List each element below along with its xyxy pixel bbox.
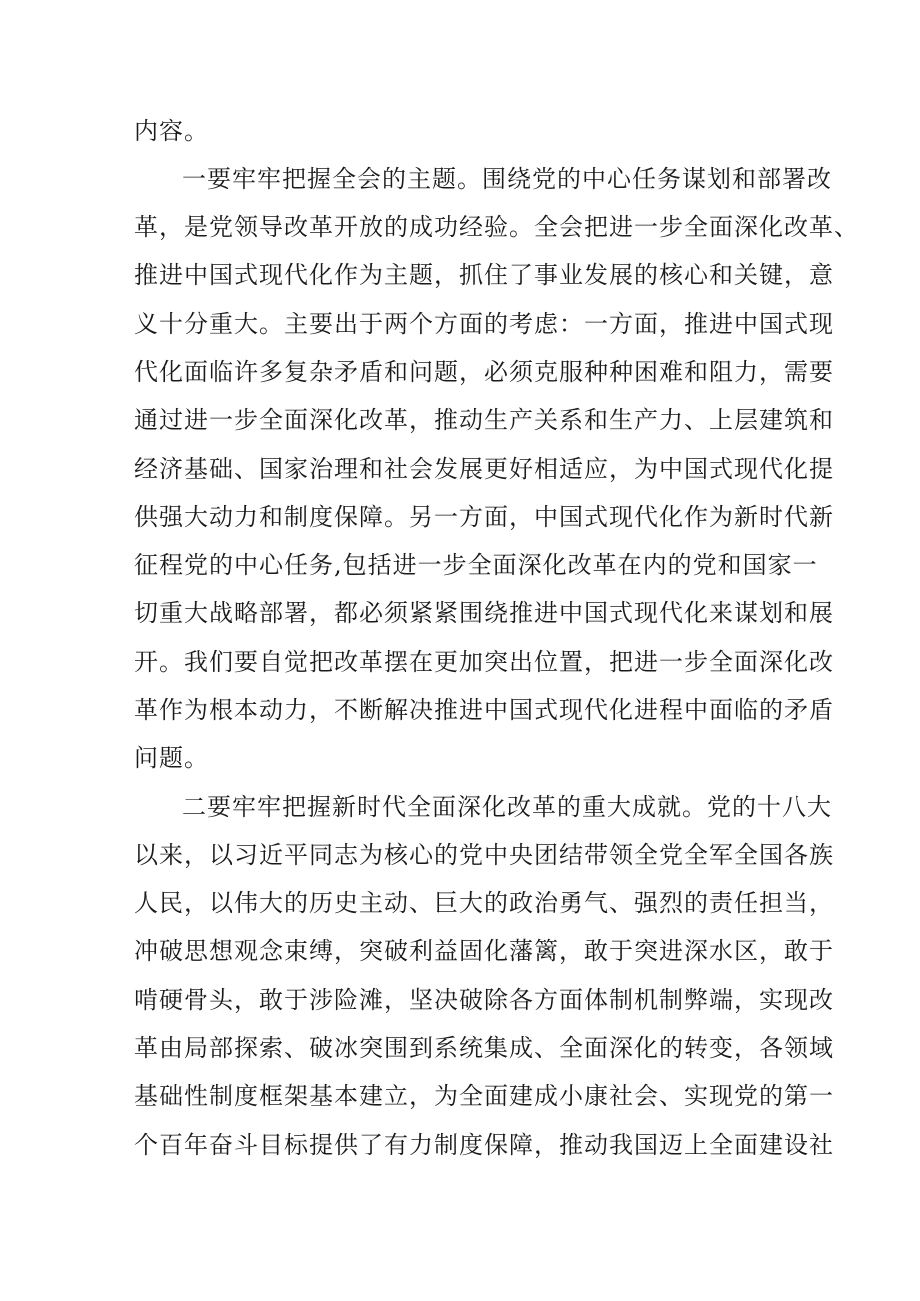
text-line: 以来，以习近平同志为核心的党中央团结带领全党全军全国各族 bbox=[134, 841, 834, 869]
text-line: 革作为根本动力，不断解决推进中国式现代化进程中面临的矛盾 bbox=[134, 696, 834, 724]
text-line: 啃硬骨头，敢于涉险滩，坚决破除各方面体制机制弊端，实现改 bbox=[134, 986, 834, 1014]
text-line: 经济基础、国家治理和社会发展更好相适应，为中国式现代化提 bbox=[134, 455, 834, 483]
text-line: 通过进一步全面深化改革，推动生产关系和生产力、上层建筑和 bbox=[134, 406, 834, 434]
paragraph-heading-line: 二要牢牢把握新时代全面深化改革的重大成就。党的十八大 bbox=[182, 793, 832, 821]
text-line: 革，是党领导改革开放的成功经验。全会把进一步全面深化改革、 bbox=[134, 213, 859, 241]
text-line: 人民，以伟大的历史主动、巨大的政治勇气、强烈的责任担当， bbox=[134, 889, 834, 917]
text-line: 冲破思想观念束缚，突破利益固化藩篱，敢于突进深水区，敢于 bbox=[134, 937, 834, 965]
text-line: 征程党的中心任务,包括进一步全面深化改革在内的党和国家一 bbox=[134, 551, 818, 579]
text-line: 个百年奋斗目标提供了有力制度保障，推动我国迈上全面建设社 bbox=[134, 1131, 834, 1159]
text-line: 供强大动力和制度保障。另一方面，中国式现代化作为新时代新 bbox=[134, 503, 834, 531]
text-line: 内容。 bbox=[134, 117, 209, 145]
text-line: 基础性制度框架基本建立，为全面建成小康社会、实现党的第一 bbox=[134, 1082, 834, 1110]
text-line: 义十分重大。主要出于两个方面的考虑：一方面，推进中国式现 bbox=[134, 310, 834, 338]
text-line: 革由局部探索、破冰突围到系统集成、全面深化的转变，各领域 bbox=[134, 1034, 834, 1062]
text-line: 开。我们要自觉把改革摆在更加突出位置，把进一步全面深化改 bbox=[134, 648, 834, 676]
text-line: 问题。 bbox=[134, 744, 209, 772]
text-line: 推进中国式现代化作为主题，抓住了事业发展的核心和关键，意 bbox=[134, 261, 834, 289]
paragraph-heading-line: 一要牢牢把握全会的主题。围绕党的中心任务谋划和部署改 bbox=[182, 165, 832, 193]
text-line: 切重大战略部署，都必须紧紧围绕推进中国式现代化来谋划和展 bbox=[134, 599, 834, 627]
text-line: 代化面临许多复杂矛盾和问题，必须克服种种困难和阻力，需要 bbox=[134, 358, 834, 386]
